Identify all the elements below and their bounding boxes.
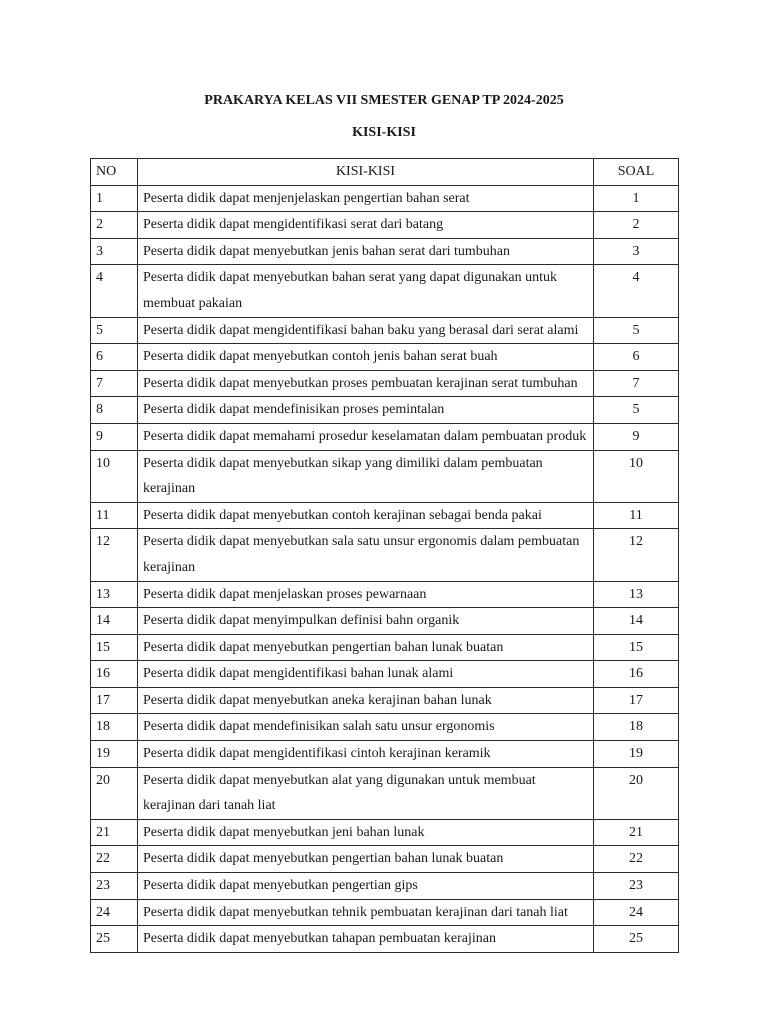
row-kisi-kisi: Peserta didik dapat menjelaskan proses pewarnaan	[138, 581, 594, 608]
table-row	[91, 846, 679, 873]
row-soal: 15	[594, 634, 679, 661]
row-number: 8	[91, 397, 138, 424]
row-soal: 16	[594, 661, 679, 688]
row-soal: 9	[594, 423, 679, 450]
row-number: 7	[91, 370, 138, 397]
table-row	[91, 767, 679, 819]
row-soal: 4	[594, 265, 679, 317]
row-soal: 25	[594, 926, 679, 953]
row-kisi-kisi: Peserta didik dapat menyebutkan aneka kerajinan bahan lunak	[138, 687, 594, 714]
table-row	[91, 608, 679, 635]
row-kisi-kisi: Peserta didik dapat menyebutkan contoh jenis bahan serat buah	[138, 344, 594, 371]
row-soal: 7	[594, 370, 679, 397]
header-soal: SOAL	[594, 159, 679, 186]
row-number: 16	[91, 661, 138, 688]
table-row	[91, 397, 679, 424]
row-number: 3	[91, 238, 138, 265]
row-soal: 14	[594, 608, 679, 635]
table-row	[91, 423, 679, 450]
header-kisi-kisi: KISI-KISI	[138, 159, 594, 186]
row-soal: 11	[594, 502, 679, 529]
table-row	[91, 661, 679, 688]
row-number: 14	[91, 608, 138, 635]
row-kisi-kisi: Peserta didik dapat menyimpulkan definisi bahn organik	[138, 608, 594, 635]
row-kisi-kisi: Peserta didik dapat memahami prosedur keselamatan dalam pembuatan produk	[138, 423, 594, 450]
table-header	[91, 159, 679, 186]
row-soal: 18	[594, 714, 679, 741]
table-row	[91, 238, 679, 265]
row-number: 22	[91, 846, 138, 873]
row-number: 10	[91, 450, 138, 502]
document-title: PRAKARYA KELAS VII SMESTER GENAP TP 2024-2025	[204, 93, 564, 108]
table-row	[91, 370, 679, 397]
row-number: 6	[91, 344, 138, 371]
table-row	[91, 450, 679, 502]
row-number: 19	[91, 741, 138, 768]
row-kisi-kisi: Peserta didik dapat menyebutkan pengertian gips	[138, 873, 594, 900]
row-soal: 1	[594, 185, 679, 212]
row-number: 21	[91, 819, 138, 846]
row-kisi-kisi: Peserta didik dapat mengidentifikasi bahan lunak alami	[138, 661, 594, 688]
row-kisi-kisi: Peserta didik dapat menyebutkan tehnik pembuatan kerajinan dari tanah liat	[138, 899, 594, 926]
row-kisi-kisi: Peserta didik dapat menyebutkan proses pembuatan kerajinan serat tumbuhan	[138, 370, 594, 397]
row-number: 13	[91, 581, 138, 608]
row-kisi-kisi: Peserta didik dapat mendefinisikan proses pemintalan	[138, 397, 594, 424]
document-subtitle: KISI-KISI	[352, 125, 416, 140]
row-kisi-kisi: Peserta didik dapat mengidentifikasi bahan baku yang berasal dari serat alami	[138, 317, 594, 344]
row-soal: 2	[594, 212, 679, 239]
row-number: 9	[91, 423, 138, 450]
row-soal: 17	[594, 687, 679, 714]
row-number: 24	[91, 899, 138, 926]
row-soal: 13	[594, 581, 679, 608]
row-kisi-kisi: Peserta didik dapat mendefinisikan salah satu unsur ergonomis	[138, 714, 594, 741]
row-number: 15	[91, 634, 138, 661]
table-row	[91, 899, 679, 926]
row-kisi-kisi: Peserta didik dapat menyebutkan tahapan pembuatan kerajinan	[138, 926, 594, 953]
table-row	[91, 926, 679, 953]
row-kisi-kisi: Peserta didik dapat menyebutkan bahan serat yang dapat digunakan untuk membuat pakaian	[138, 265, 594, 317]
row-soal: 6	[594, 344, 679, 371]
row-soal: 24	[594, 899, 679, 926]
row-kisi-kisi: Peserta didik dapat menyebutkan jeni bahan lunak	[138, 819, 594, 846]
table-row	[91, 687, 679, 714]
header-row	[91, 159, 679, 186]
row-number: 20	[91, 767, 138, 819]
table-row	[91, 819, 679, 846]
table-row	[91, 634, 679, 661]
row-number: 4	[91, 265, 138, 317]
row-soal: 22	[594, 846, 679, 873]
row-number: 1	[91, 185, 138, 212]
row-soal: 10	[594, 450, 679, 502]
row-soal: 21	[594, 819, 679, 846]
table-row	[91, 344, 679, 371]
row-kisi-kisi: Peserta didik dapat menyebutkan sala satu unsur ergonomis dalam pembuatan kerajinan	[138, 529, 594, 581]
table-row	[91, 581, 679, 608]
row-soal: 19	[594, 741, 679, 768]
row-soal: 12	[594, 529, 679, 581]
row-kisi-kisi: Peserta didik dapat menyebutkan pengertian bahan lunak buatan	[138, 634, 594, 661]
row-soal: 5	[594, 317, 679, 344]
row-kisi-kisi: Peserta didik dapat mengidentifikasi serat dari batang	[138, 212, 594, 239]
row-number: 17	[91, 687, 138, 714]
row-kisi-kisi: Peserta didik dapat menyebutkan pengertian bahan lunak buatan	[138, 846, 594, 873]
row-soal: 23	[594, 873, 679, 900]
row-soal: 3	[594, 238, 679, 265]
row-kisi-kisi: Peserta didik dapat menjenjelaskan pengertian bahan serat	[138, 185, 594, 212]
header-no: NO	[91, 159, 138, 186]
row-number: 11	[91, 502, 138, 529]
table-row	[91, 529, 679, 581]
row-number: 2	[91, 212, 138, 239]
table-body	[91, 185, 679, 952]
row-number: 12	[91, 529, 138, 581]
table-row	[91, 714, 679, 741]
table-row	[91, 265, 679, 317]
table-row	[91, 502, 679, 529]
row-soal: 20	[594, 767, 679, 819]
table-row	[91, 873, 679, 900]
table-row	[91, 185, 679, 212]
row-kisi-kisi: Peserta didik dapat menyebutkan jenis bahan serat dari tumbuhan	[138, 238, 594, 265]
row-number: 18	[91, 714, 138, 741]
row-kisi-kisi: Peserta didik dapat mengidentifikasi cintoh kerajinan keramik	[138, 741, 594, 768]
row-number: 25	[91, 926, 138, 953]
kisi-kisi-table	[90, 158, 679, 953]
table-row	[91, 212, 679, 239]
table-row	[91, 741, 679, 768]
row-kisi-kisi: Peserta didik dapat menyebutkan alat yang digunakan untuk membuat kerajinan dari tanah liat	[138, 767, 594, 819]
row-soal: 5	[594, 397, 679, 424]
row-number: 23	[91, 873, 138, 900]
row-number: 5	[91, 317, 138, 344]
row-kisi-kisi: Peserta didik dapat menyebutkan sikap yang dimiliki dalam pembuatan kerajinan	[138, 450, 594, 502]
table-row	[91, 317, 679, 344]
row-kisi-kisi: Peserta didik dapat menyebutkan contoh kerajinan sebagai benda pakai	[138, 502, 594, 529]
